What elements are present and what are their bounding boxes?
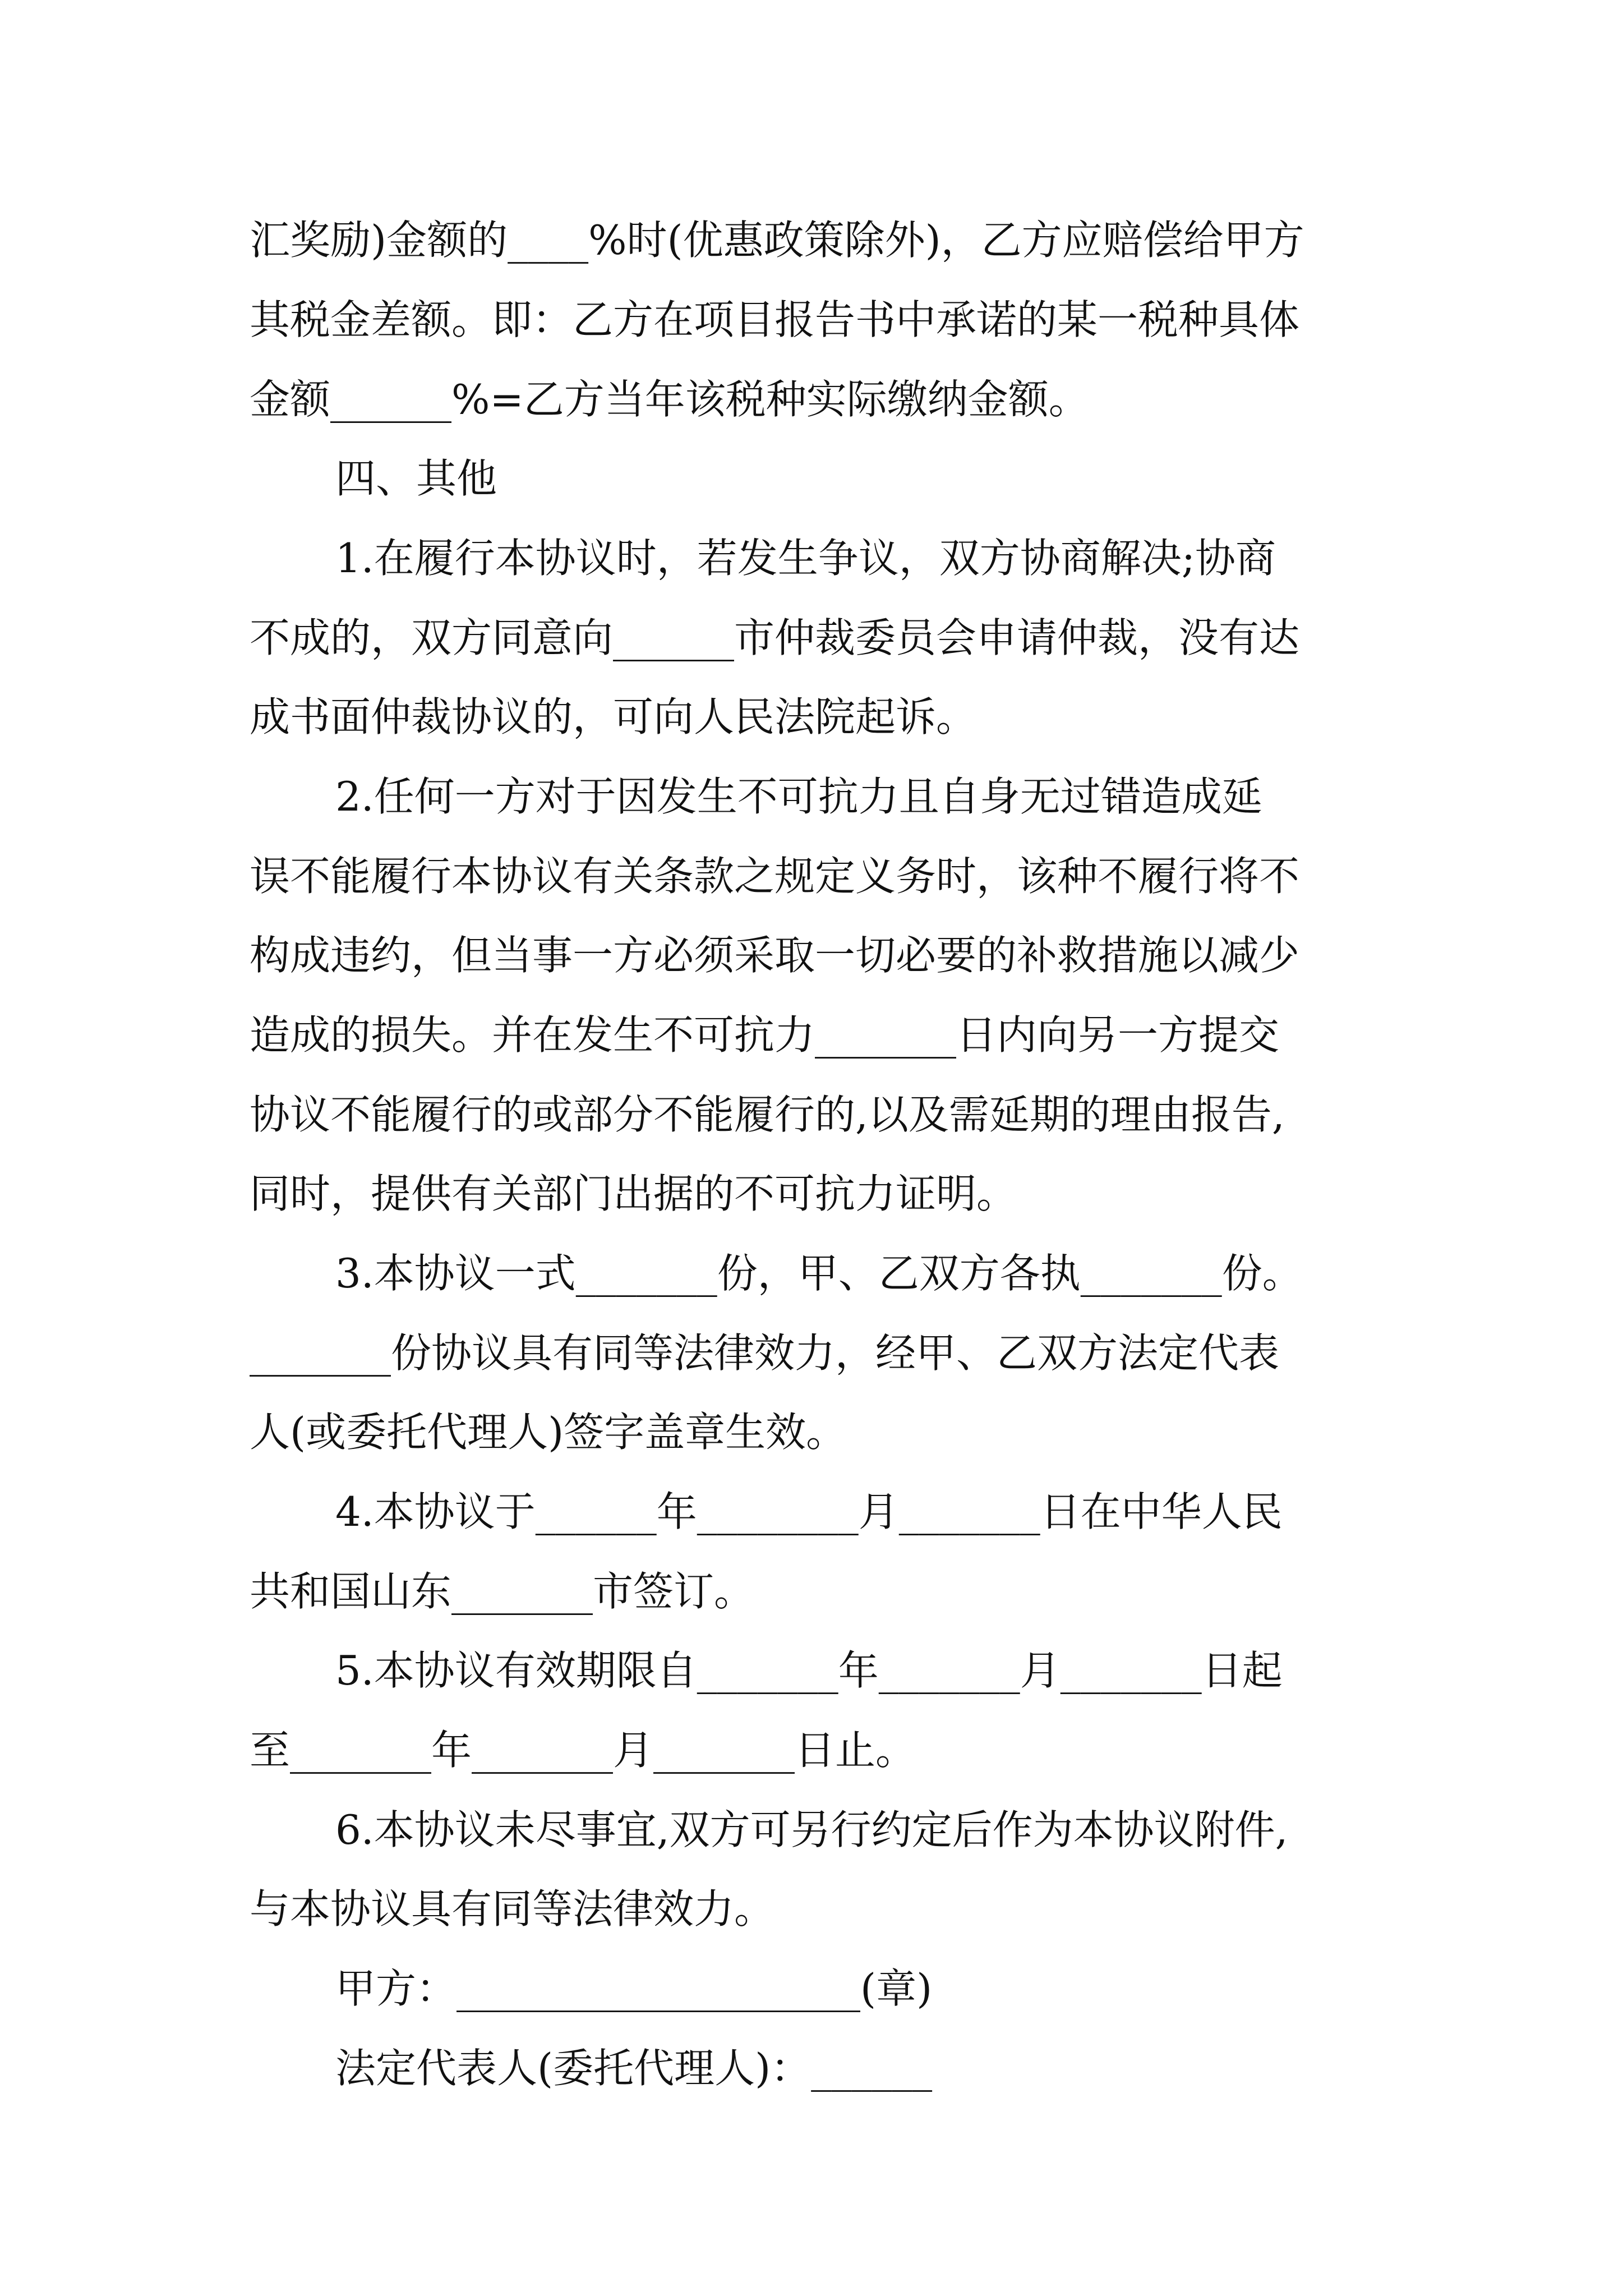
clause-5-line-1: 5.本协议有效期限自_______年_______月_______日起: [335, 1647, 1283, 1694]
clause-2-line-3: 构成违约，但当事一方必须采取一切必要的补救措施以减少: [250, 932, 1300, 979]
clause-4-line-2: 共和国山东_______市签订。: [250, 1568, 755, 1615]
legal-representative-line: 法定代表人(委托代理人)：______: [335, 2045, 933, 2092]
clause-5-line-2: 至_______年_______月_______日止。: [250, 1727, 916, 1774]
clause-3-line-1: 3.本协议一式_______份，甲、乙双方各执_______份。: [335, 1250, 1303, 1297]
clause-3-line-3: 人(或委托代理人)签字盖章生效。: [250, 1409, 847, 1456]
clause-4-line-1: 4.本协议于______年________月_______日在中华人民: [335, 1488, 1283, 1535]
clause-6-line-2: 与本协议具有同等法律效力。: [250, 1885, 775, 1932]
clause-1-line-2: 不成的，双方同意向______市仲裁委员会申请仲裁，没有达: [250, 614, 1300, 661]
clause-2-line-5: 协议不能履行的或部分不能履行的,以及需延期的理由报告,: [250, 1091, 1285, 1138]
section-heading-other: 四、其他: [335, 455, 497, 502]
clause-2-line-6: 同时，提供有关部门出据的不可抗力证明。: [250, 1170, 1017, 1217]
paragraph-line-2: 其税金差额。即：乙方在项目报告书中承诺的某一税种具体: [250, 296, 1300, 343]
clause-2-line-4: 造成的损失。并在发生不可抗力_______日内向另一方提交: [250, 1011, 1280, 1059]
paragraph-line-1: 汇奖励)金额的____%时(优惠政策除外)，乙方应赔偿给甲方: [250, 217, 1304, 264]
paragraph-line-3: 金额______%=乙方当年该税种实际缴纳金额。: [250, 376, 1089, 423]
clause-1-line-1: 1.在履行本协议时，若发生争议，双方协商解决;协商: [335, 535, 1276, 582]
clause-2-line-2: 误不能履行本协议有关条款之规定义务时，该种不履行将不: [250, 853, 1300, 900]
clause-6-line-1: 6.本协议未尽事宜,双方可另行约定后作为本协议附件,: [335, 1806, 1288, 1853]
party-a-signature-line: 甲方：____________________(章): [335, 1965, 933, 2012]
clause-3-line-2: _______份协议具有同等法律效力，经甲、乙双方法定代表: [250, 1329, 1280, 1377]
clause-2-line-1: 2.任何一方对于因发生不可抗力且自身无过错造成延: [335, 773, 1262, 820]
clause-1-line-3: 成书面仲裁协议的，可向人民法院起诉。: [250, 693, 977, 740]
